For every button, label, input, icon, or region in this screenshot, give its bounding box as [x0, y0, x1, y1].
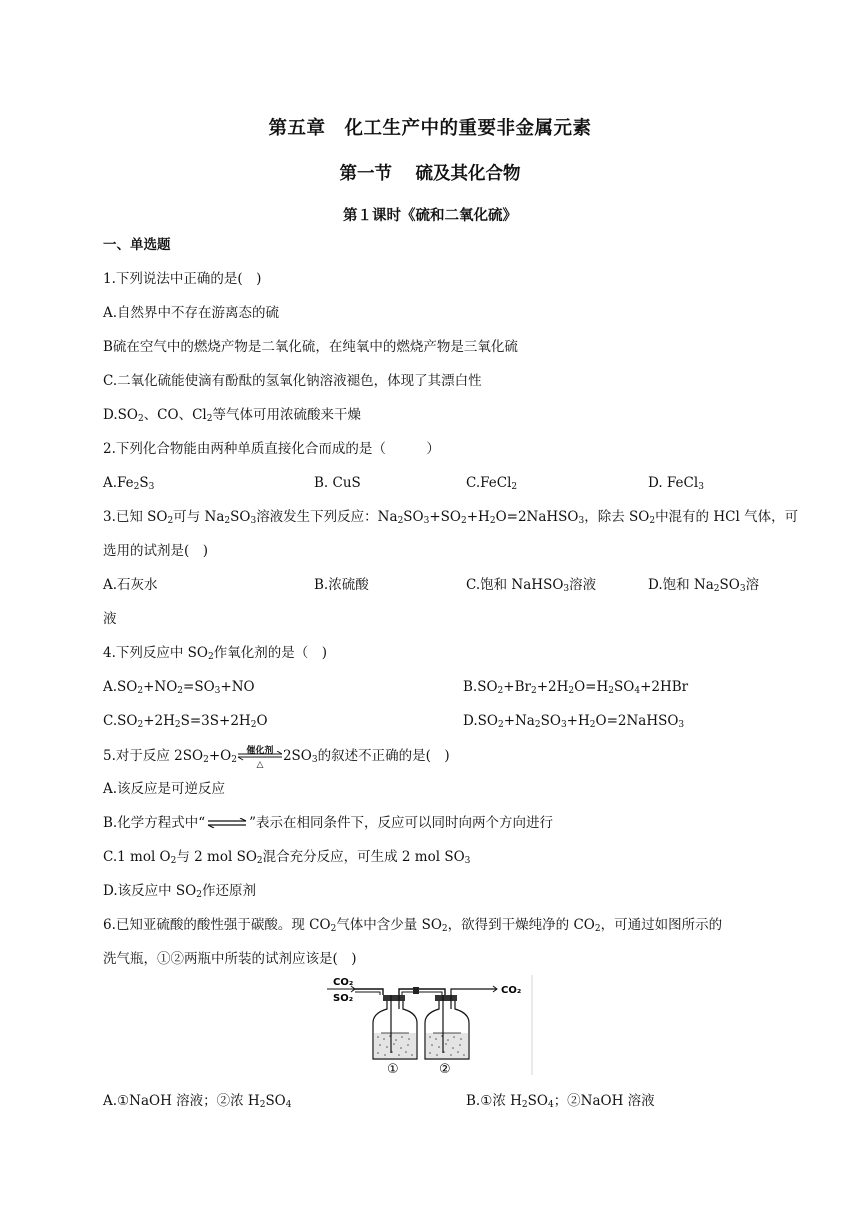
- q3-option-d-wrap: 液: [103, 611, 117, 627]
- q1-option-c: C.二氧化硫能使滴有酚酞的氢氧化钠溶液褪色，体现了其漂白性: [103, 373, 482, 389]
- reversible-arrow-icon: [207, 818, 247, 828]
- q4-option-b: $B.SO_2+Br_2+2H_2O=H_2SO_4+2HBr$: [463, 679, 689, 696]
- q3-option-c: C.饱和 NaHSO$_3$溶液: [466, 577, 597, 594]
- wash-bottle-2: [425, 995, 469, 1077]
- gas-washing-bottles-figure: [325, 973, 535, 1077]
- q5-option-b: B.化学方程式中“ ”表示在相同条件下，反应可以同时向两个方向进行: [103, 815, 554, 831]
- q4-option-d: $D.SO_2+Na_2SO_3+H_2O=2NaHSO_3$: [463, 713, 685, 730]
- q6-stem-line2: 洗气瓶，①②两瓶中所装的试剂应该是( ): [103, 951, 357, 967]
- inlet-label-co2: CO₂: [333, 977, 354, 988]
- q3-stem-line1: 3.已知 $SO_2$可与 $Na_2SO_3$溶液发生下列反应：$Na_2SO_3+SO_2+H_2O=2NaHSO_3$，除去 $SO_2$中混有的 HCl 气体，可: [103, 509, 799, 526]
- q4-option-c: $C.SO_2+2H_2S=3S+2H_2O$: [103, 713, 268, 730]
- q1-stem: 1.下列说法中正确的是( ): [103, 271, 262, 287]
- q2-option-c: C.FeCl$_2$: [466, 475, 518, 492]
- q4-option-a: $A.SO_2+NO_2=SO_3+NO$: [103, 679, 255, 696]
- reversible-catalyst-arrow: 催化剂 △: [237, 746, 283, 764]
- q6-stem-line1: 6.已知亚硫酸的酸性强于碳酸。现 $CO_2$气体中含少量 $SO_2$，欲得到干燥纯净的 $CO_2$，可通过如图所示的: [103, 917, 723, 934]
- q1-option-d: $D.SO_2$、CO、$Cl_2$等气体可用浓硫酸来干燥: [103, 407, 361, 424]
- wash-bottle-1: [373, 995, 417, 1077]
- q6-option-a: A.①NaOH 溶液；②浓 $H_2SO_4$: [103, 1093, 292, 1110]
- q4-stem: 4.下列反应中 $SO_2$作氧化剂的是（ ): [103, 645, 328, 662]
- q5-option-c: C.1 mol $O_2$与 2 mol $SO_2$混合充分反应，可生成 2 mol $SO_3$: [103, 849, 471, 866]
- q1-option-b: B硫在空气中的燃烧产物是二氧化硫，在纯氧中的燃烧产物是三氧化硫: [103, 339, 518, 355]
- part-heading: 一、单选题: [103, 237, 171, 253]
- q5-option-a: A.该反应是可逆反应: [103, 781, 226, 797]
- section-title: 第一节 硫及其化合物: [339, 164, 521, 184]
- q2-option-a: $A.Fe_2S_3$: [103, 475, 155, 492]
- bottle-1-label: ①: [387, 1062, 399, 1077]
- chapter-title: 第五章 化工生产中的重要非金属元素: [268, 118, 592, 139]
- inlet-label-so2: SO₂: [333, 993, 354, 1004]
- q5-option-d: D.该反应中 $SO_2$作还原剂: [103, 883, 256, 900]
- bottle-2-label: ②: [439, 1062, 451, 1077]
- q6-option-b: B.①浓 $H_2SO_4$；②NaOH 溶液: [466, 1093, 655, 1110]
- q5-stem: 5.对于反应 $2SO_2+O_2$ 催化剂 △ $2SO_3$的叙述不正确的是( ): [103, 746, 450, 770]
- q3-option-b: B.浓硫酸: [314, 577, 369, 593]
- q3-option-a: A.石灰水: [103, 577, 158, 593]
- outlet-label-co2: CO₂: [501, 985, 522, 996]
- q2-option-d: D. FeCl$_3$: [648, 475, 704, 492]
- q2-option-b: B. CuS: [314, 475, 361, 491]
- q1-option-a: A.自然界中不存在游离态的硫: [103, 305, 280, 321]
- lesson-title: 第１课时《硫和二氧化硫》: [343, 208, 517, 224]
- q2-stem: 2.下列化合物能由两种单质直接化合而成的是（ ）: [103, 441, 440, 457]
- q3-option-d: D.饱和 $Na_2SO_3$溶: [648, 577, 760, 594]
- q3-stem-line2: 选用的试剂是( ): [103, 543, 209, 559]
